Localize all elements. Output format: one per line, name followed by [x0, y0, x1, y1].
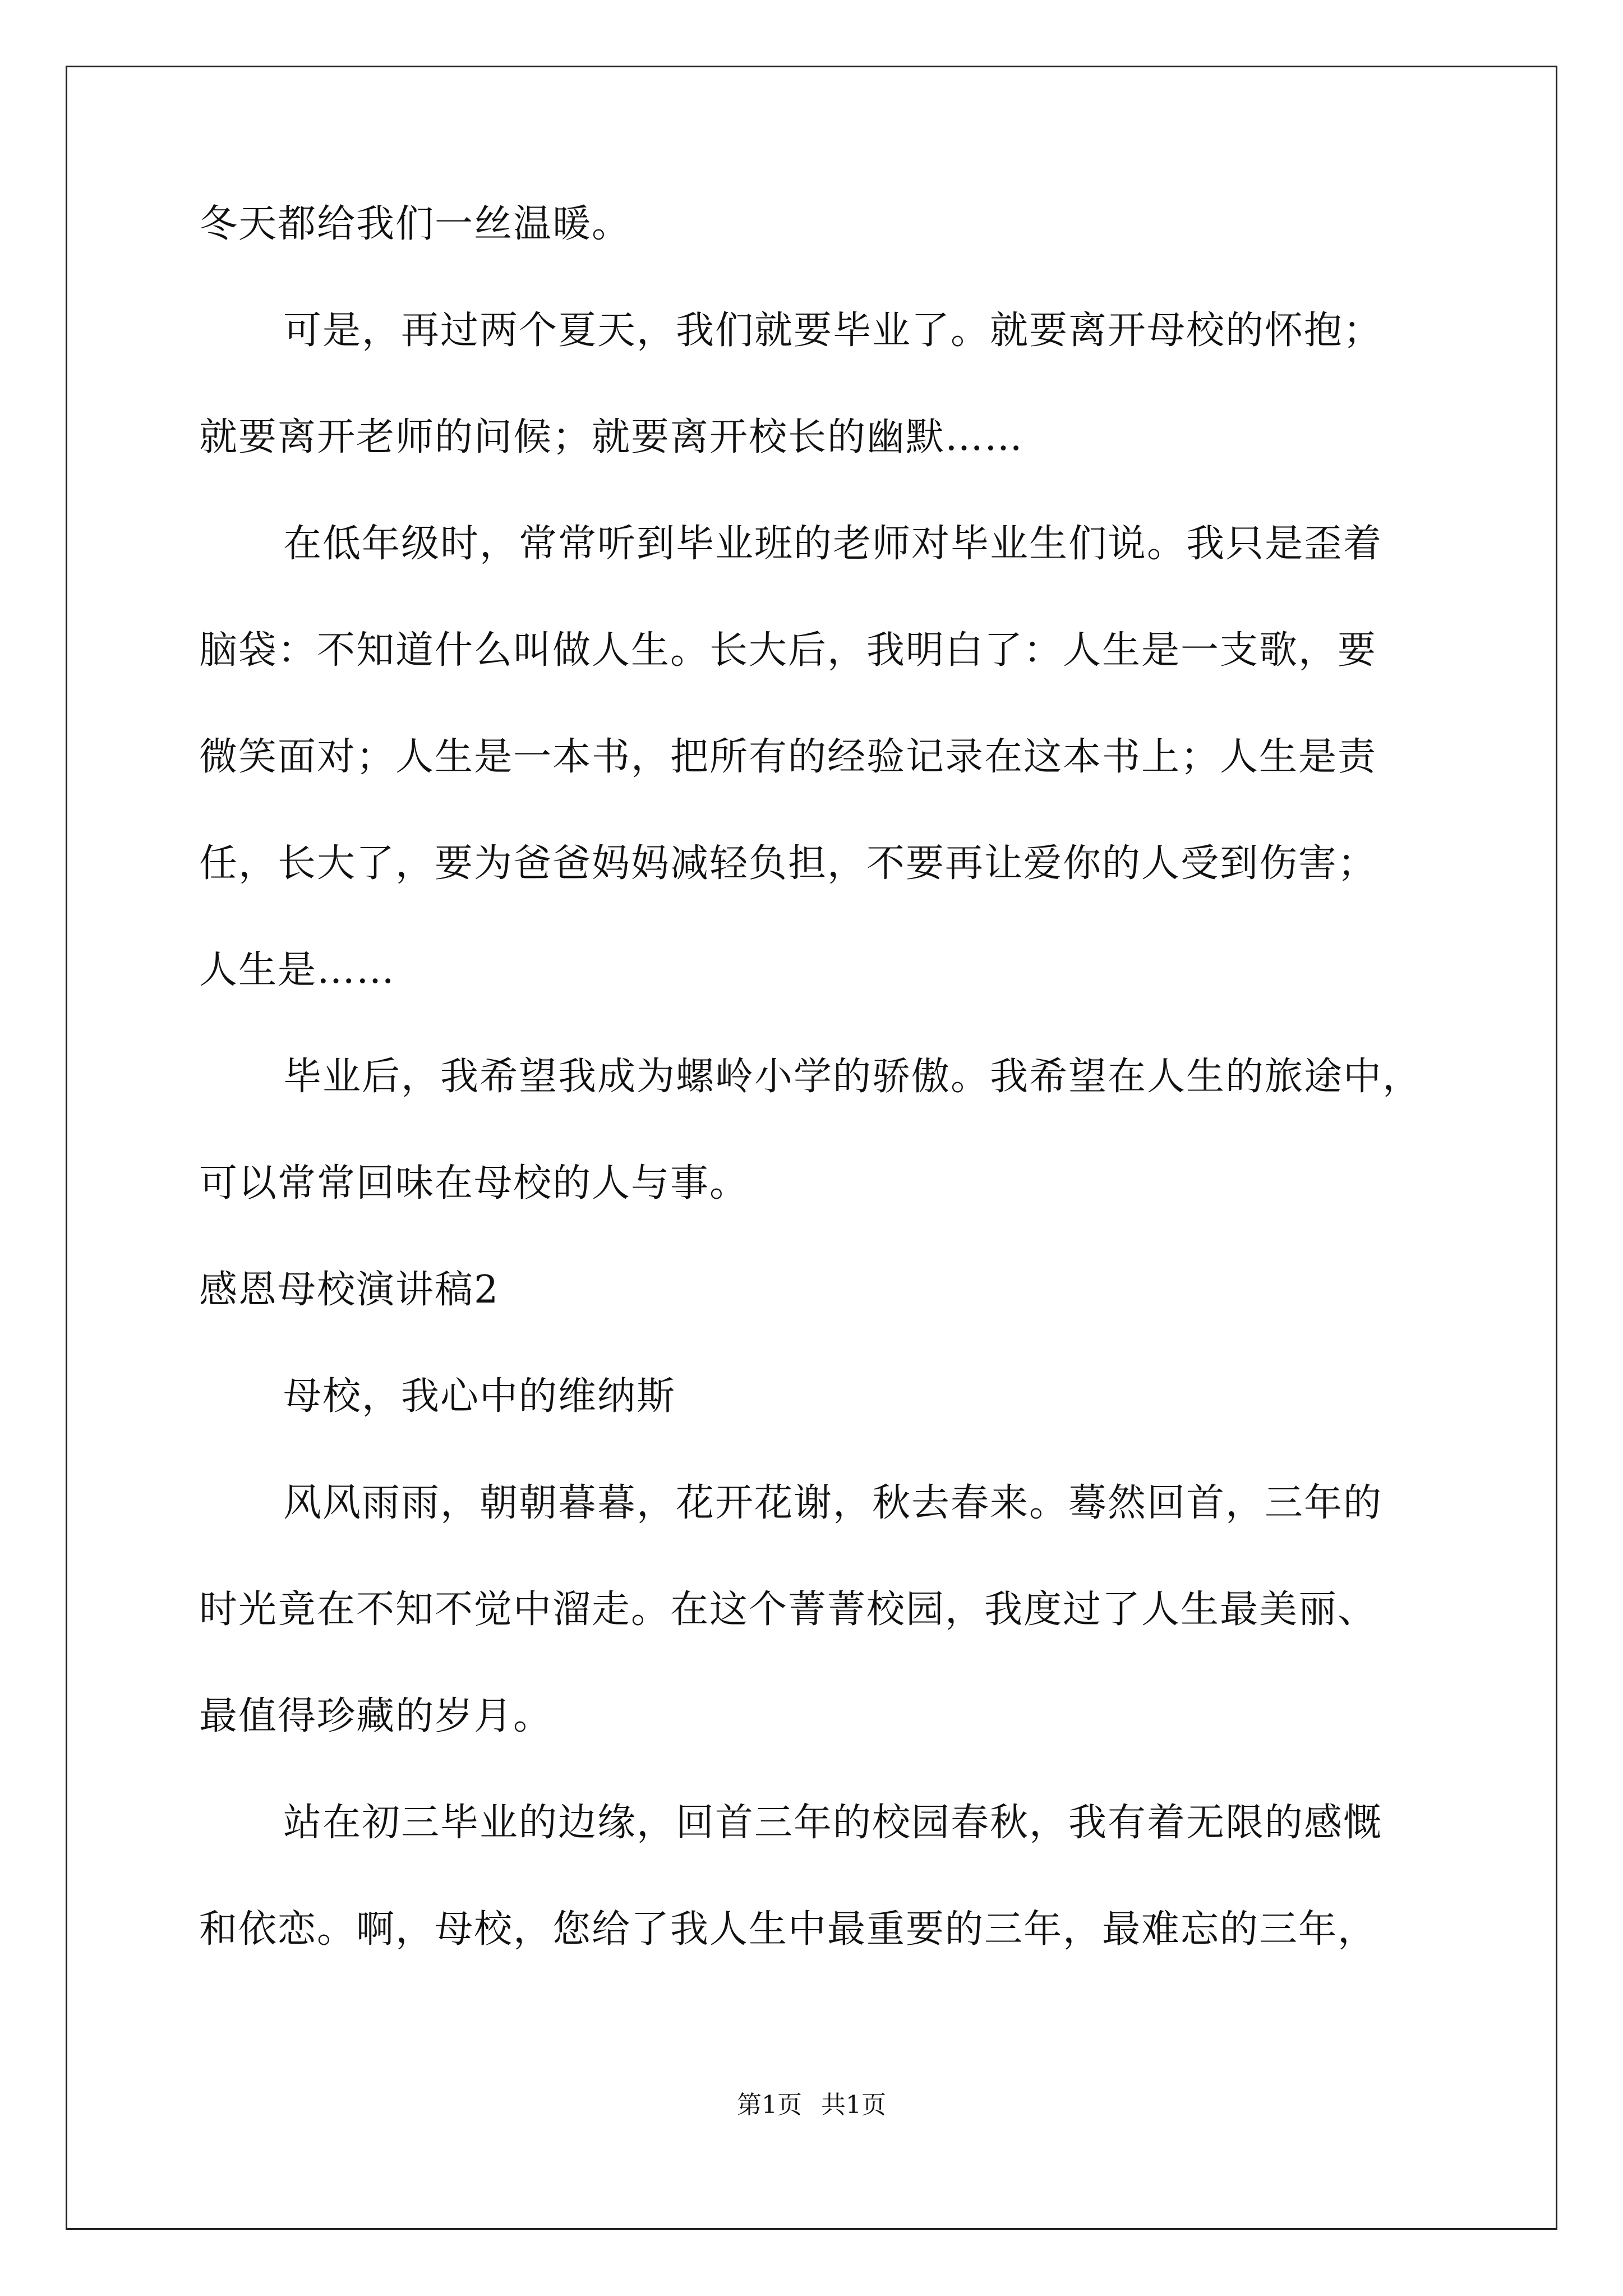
page-border: [66, 66, 1557, 2230]
paragraph-line: 毕业后，我希望我成为螺岭小学的骄傲。我希望在人生的旅途中，: [283, 1055, 1422, 1099]
speech-subtitle: 母校，我心中的维纳斯: [283, 1374, 676, 1419]
total-pages: 共1页: [821, 2091, 886, 2119]
text-line: 最值得珍藏的岁月。: [199, 1694, 553, 1738]
section-title: 感恩母校演讲稿2: [199, 1268, 500, 1312]
text-line: 和依恋。啊，母校，您给了我人生中最重要的三年，最难忘的三年，: [199, 1907, 1377, 1952]
paragraph-line: 可是，再过两个夏天，我们就要毕业了。就要离开母校的怀抱；: [283, 309, 1383, 353]
page-footer: [0, 2090, 1623, 2121]
paragraph-line: 站在初三毕业的边缘，回首三年的校园春秋，我有着无限的感慨: [283, 1801, 1383, 1845]
text-line: 冬天都给我们一丝温暖。: [199, 202, 631, 246]
text-line: 就要离开老师的问候；就要离开校长的幽默……: [199, 415, 1024, 459]
text-line: 可以常常回味在母校的人与事。: [199, 1161, 749, 1205]
paragraph-line: 风风雨雨，朝朝暮暮，花开花谢，秋去春来。蓦然回首，三年的: [283, 1481, 1383, 1525]
text-line: 任，长大了，要为爸爸妈妈减轻负担，不要再让爱你的人受到伤害；: [199, 841, 1377, 886]
text-line: 微笑面对；人生是一本书，把所有的经验记录在这本书上；人生是责: [199, 735, 1377, 779]
page-number: 第1页: [737, 2091, 802, 2119]
text-line: 时光竟在不知不觉中溜走。在这个菁菁校园，我度过了人生最美丽、: [199, 1588, 1377, 1632]
text-line: 人生是……: [199, 948, 396, 992]
text-line: 脑袋：不知道什么叫做人生。长大后，我明白了：人生是一支歌，要: [199, 628, 1377, 673]
paragraph-line: 在低年级时，常常听到毕业班的老师对毕业生们说。我只是歪着: [283, 522, 1383, 566]
